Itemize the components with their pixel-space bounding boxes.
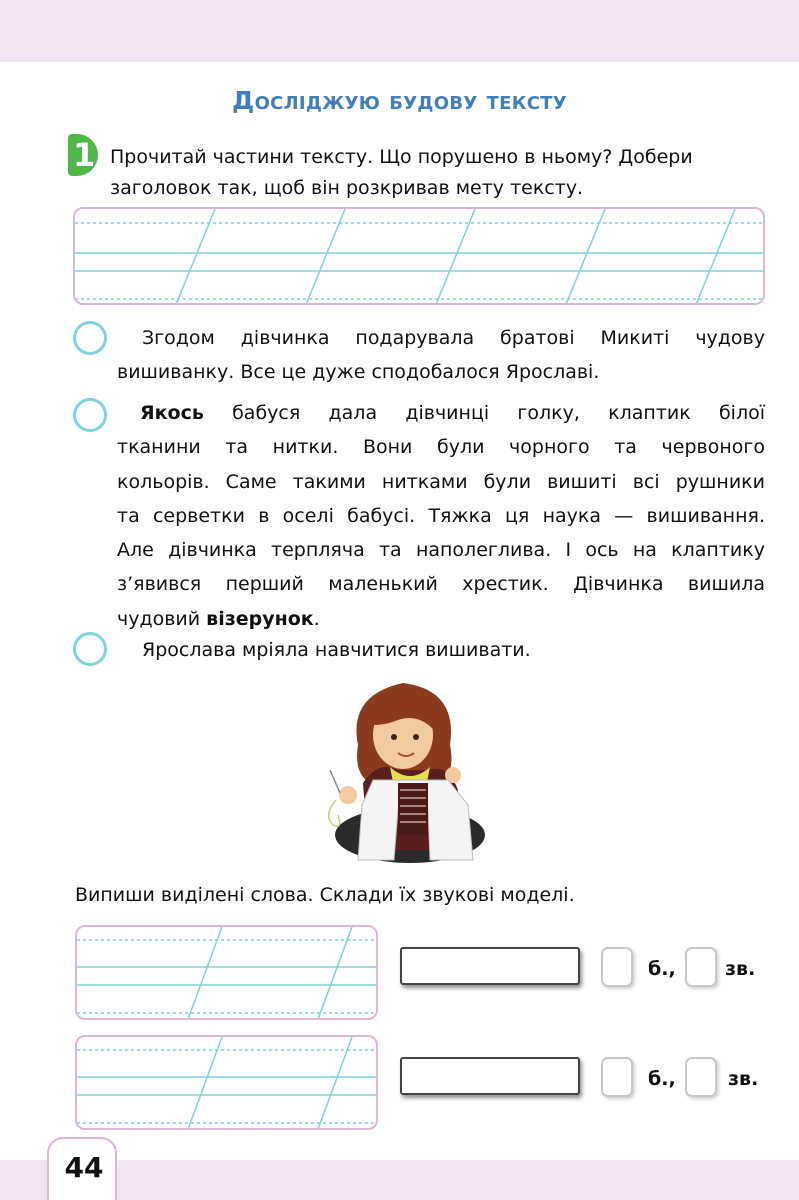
word-answer-field-2[interactable]: [75, 1035, 378, 1130]
text-line: [117, 602, 765, 636]
text-fragment: бабуся дала дівчинці голку, клаптик білої: [203, 402, 765, 424]
title-answer-field[interactable]: [73, 207, 765, 305]
task-number-badge: 1: [68, 134, 98, 176]
syllables-label-1: б.,: [648, 958, 676, 980]
girl-embroidering-illustration: [318, 675, 488, 875]
text-line: та серветки в оселі бабусі. Тяжка ця наука — вишивання.: [117, 504, 765, 527]
text-part-3: [142, 633, 765, 667]
text-fragment: .: [313, 607, 320, 630]
writing-lines: [75, 209, 765, 305]
highlighted-word-2: візерунок: [206, 607, 314, 630]
text-line: Але дівчинка терпляча та наполеглива. І ось на клаптику: [117, 539, 765, 562]
highlighted-word-1: Якось: [140, 402, 204, 424]
page-title: Досліджую будову тексту: [232, 86, 567, 115]
page-number: 44: [64, 1151, 104, 1184]
text-line: кольорів. Саме такими нитками були вишиті всі рушники: [117, 470, 765, 493]
text-line: тканини та нитки. Вони були чорного та червоного: [117, 436, 765, 459]
order-circle-2[interactable]: [73, 398, 107, 432]
syllable-count-box-1[interactable]: [601, 947, 633, 987]
sounds-label-2: зв.: [728, 1068, 759, 1090]
sound-model-box-2[interactable]: [400, 1057, 580, 1095]
text-line: з’явився перший маленький хрестик. Дівчинка вишила: [117, 573, 765, 596]
task-instruction-line: Прочитай частини тексту. Що порушено в ньому? Добери: [110, 146, 693, 168]
text-part-2: [117, 396, 765, 636]
order-circle-1[interactable]: [73, 321, 107, 355]
sounds-label-1: зв.: [725, 958, 756, 980]
text-line: вишиванку. Все це дуже сподобалося Ярославі.: [117, 361, 600, 384]
text-line: [117, 396, 765, 430]
sound-count-box-1[interactable]: [685, 947, 717, 987]
text-line: Ярослава мріяла навчитися вишивати.: [142, 639, 531, 661]
sound-model-box-1[interactable]: [400, 947, 580, 985]
task-instruction: [110, 142, 775, 204]
text-fragment: чудовий: [117, 607, 207, 630]
writing-lines: [77, 927, 378, 1020]
task-instruction-line: заголовок так, щоб він розкривав мету тексту.: [110, 177, 584, 199]
word-answer-field-1[interactable]: [75, 925, 378, 1020]
writing-lines: [77, 1037, 378, 1130]
sound-count-box-2[interactable]: [685, 1057, 717, 1097]
syllable-count-box-2[interactable]: [601, 1057, 633, 1097]
syllables-label-2: б.,: [648, 1068, 676, 1090]
bottom-band: [0, 1160, 799, 1200]
text-line: Згодом дівчинка подарувала братові Микиті чудову: [142, 327, 765, 349]
order-circle-3[interactable]: [73, 632, 107, 666]
page-number-tab: [47, 1137, 117, 1200]
top-band: [0, 0, 799, 62]
text-part-1: [117, 321, 765, 390]
exercise-instruction: Випиши виділені слова. Склади їх звукові моделі.: [75, 884, 575, 906]
